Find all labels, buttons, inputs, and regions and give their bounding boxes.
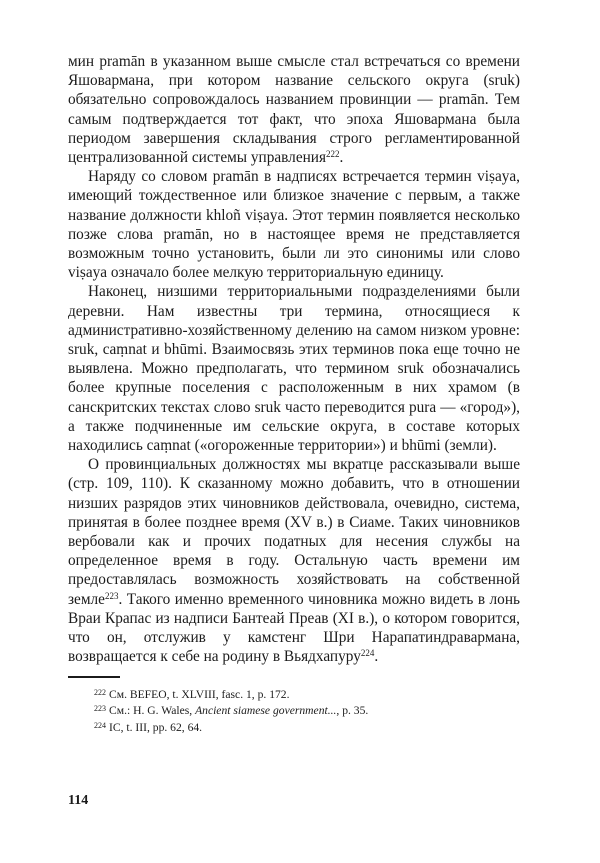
footnote-222 <box>94 686 520 703</box>
footnote-pre: IC, t. III, pp. 62, 64. <box>109 721 203 735</box>
footnote-pre: См. BEFEO, t. XLVIII, fasc. 1, p. 172. <box>109 687 290 701</box>
paragraph-text: . <box>374 648 379 666</box>
footnote-ref: 224 <box>360 648 375 659</box>
paragraph-text: . <box>339 149 344 167</box>
paragraph-text: . Такого именно временного чиновника можно видеть в лонь Враи Крапас из надписи Бантеай Преав (XI в.), о котором говорится, что он, отслужив у камстенг Шри Нарапатиндравармана, возвращается к себе на родину в Вьядхапуру <box>68 590 520 666</box>
paragraph-text: Наряду со словом pramān в надписях встречается термин viṣaya, имеющий тождественное или близкое значение с первым, а также название должности khloñ viṣaya. Этот термин появляется несколько позже слова pramān, но в настоящее время не представляется возможным точно установить, были ли это синонимы или слово viṣaya означало более мелкую территориальную единицу. <box>68 168 520 282</box>
main-text <box>68 52 520 667</box>
paragraph-text: Наконец, низшими территориальными подразделениями были деревни. Нам известны три термина, относящиеся к административно-хозяйственному делению на самом низком уровне: sruk, caṃnat и bhūmi. Взаимосвязь этих терминов пока еще точно не выявлена. Можно предполагать, что термином sruk обозначались более крупные поселения с расположенным в них храмом (в санскритских текстах слово sruk часто переводится pura — «город»), а также подчиненные им сельские округа, в составе которых находились caṃnat («огороженные территории») и bhūmi (земли). <box>68 283 520 455</box>
paragraph-text: мин pramān в указанном выше смысле стал встречаться со времени Яшовармана, при котором название сельского округа (sruk) обязательно сопровождалось названием провинции — pramān. Тем самым подтверждается тот факт, что эпоха Яшовармана была периодом завершения складывания строго регламентированной централизованной системы управления <box>68 53 520 167</box>
footnote-ref: 223 <box>104 590 119 601</box>
footnote-224 <box>94 719 520 736</box>
page-number: 114 <box>68 793 89 808</box>
footnote-ref: 222 <box>326 149 340 160</box>
footnote-separator <box>68 676 120 678</box>
paragraph-2 <box>68 167 520 282</box>
paragraph-3 <box>68 282 520 455</box>
paragraph-text: О провинциальных должностях мы вкратце рассказывали выше (стр. 109, 110). К сказанному можно добавить, что в отношении низших разрядов этих чиновников действовала, очевидно, система, принятая в более позднее время (XV в.) в Сиаме. Таких чиновников вербовали как и прочих податных для несения службы на определенное время в году. Остальную часть времени им предоставлялась возможность хозяйствовать на собственной земле <box>68 456 520 608</box>
footnote-post: , p. 35. <box>336 704 369 718</box>
footnote-num: 224 <box>94 721 106 731</box>
footnote-num: 223 <box>94 704 106 714</box>
footnote-223 <box>94 702 520 719</box>
footnote-num: 222 <box>94 687 106 697</box>
page-body <box>68 52 520 736</box>
footnote-pre: См.: H. G. Wales, <box>109 704 196 718</box>
paragraph-1 <box>68 52 520 167</box>
footnotes <box>68 686 520 736</box>
footnote-title: Ancient siamese government... <box>195 704 337 718</box>
paragraph-4 <box>68 455 520 666</box>
